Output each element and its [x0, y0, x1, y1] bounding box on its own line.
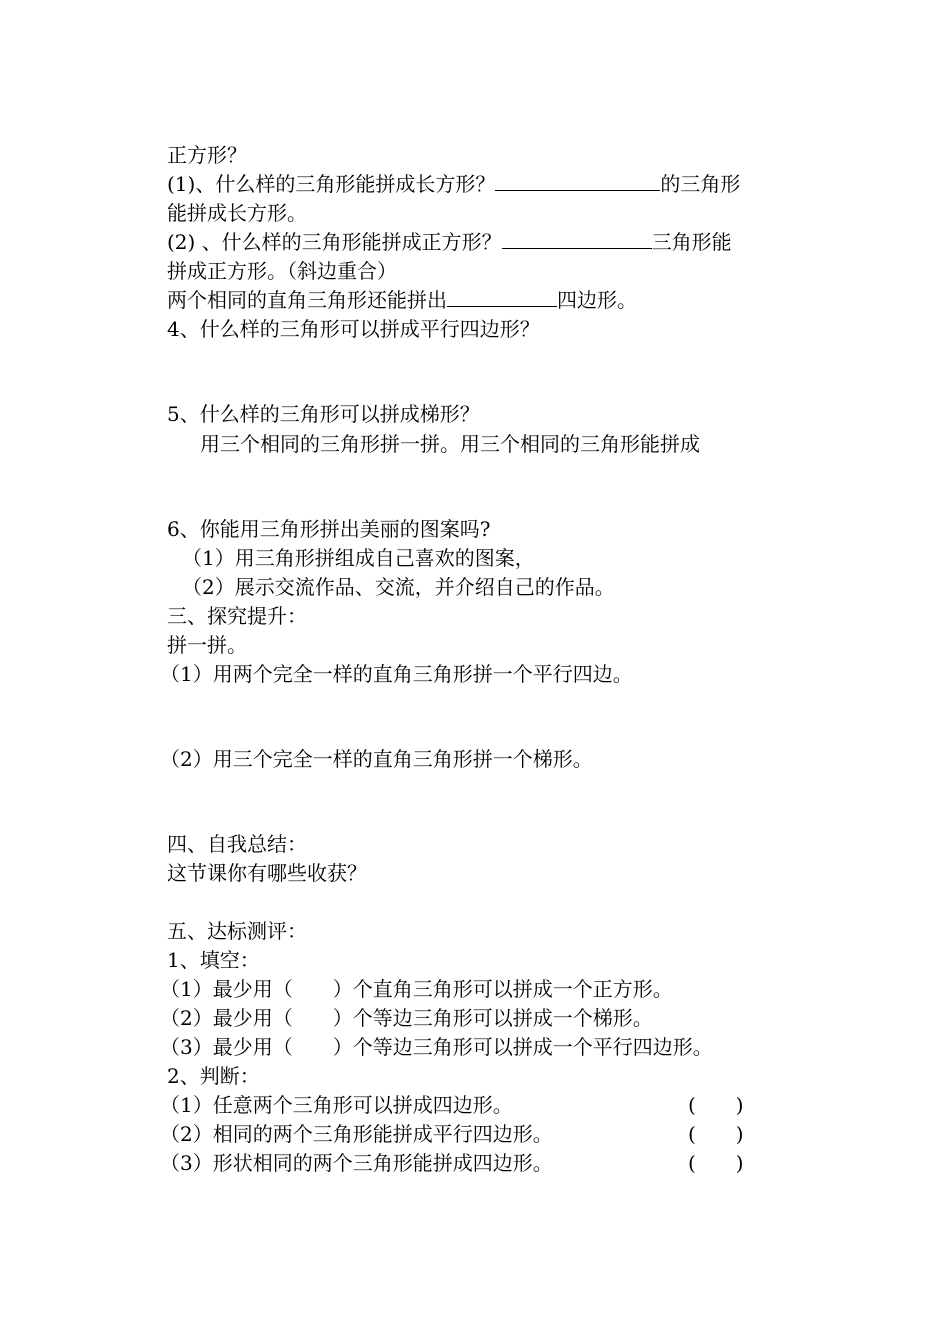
question-6-item-1: （1）用三角形拼组成自己喜欢的图案， [182, 546, 535, 570]
judge-3-answer[interactable]: ( ) [688, 1151, 744, 1175]
section-3-intro: 拼一拼。 [167, 633, 247, 657]
q3-2-prefix: (2) 、什么样的三角形能拼成正方形？ [167, 230, 502, 254]
section-4-heading: 四、自我总结： [167, 832, 307, 856]
question-5-sub: 用三个相同的三角形拼一拼。用三个相同的三角形能拼成 [200, 432, 700, 456]
q3-3-line [167, 286, 637, 314]
section-3-heading: 三、探究提升： [167, 604, 307, 628]
q3-1-answer-blank[interactable] [495, 170, 660, 191]
q3-1-prefix: (1)、什么样的三角形能拼成长方形？ [167, 172, 496, 196]
judge-item-2: （2）相同的两个三角形能拼成平行四边形。 [160, 1122, 553, 1146]
q3-2-suffix: 三角形能 [651, 230, 732, 254]
fill-title: 1、填空： [167, 948, 260, 972]
judge-2-answer[interactable]: ( ) [688, 1122, 744, 1146]
fill-item-2: （2）最少用（ ）个等边三角形可以拼成一个梯形。 [160, 1006, 653, 1030]
section-4-question: 这节课你有哪些收获？ [167, 861, 367, 885]
question-5: 5、什么样的三角形可以拼成梯形？ [167, 402, 480, 426]
q3-3-answer-blank[interactable] [447, 286, 557, 307]
q3-1-cont: 能拼成长方形。 [167, 201, 307, 225]
judge-item-1: （1）任意两个三角形可以拼成四边形。 [160, 1093, 513, 1117]
q3-1-suffix: 的三角形 [660, 172, 741, 196]
q3-2-line [167, 228, 732, 256]
judge-1-answer[interactable]: ( ) [688, 1093, 744, 1117]
question-6: 6、你能用三角形拼出美丽的图案吗? [167, 517, 491, 541]
q3-2-answer-blank[interactable] [502, 228, 652, 249]
q3-3-prefix: 两个相同的直角三角形还能拼出 [167, 288, 447, 312]
judge-title: 2、判断： [167, 1064, 260, 1088]
q3-2-cont: 拼成正方形。（斜边重合） [167, 259, 397, 283]
q3-header-tail: 正方形？ [167, 143, 247, 167]
judge-item-3: （3）形状相同的两个三角形能拼成四边形。 [160, 1151, 553, 1175]
section-5-heading: 五、达标测评： [167, 919, 307, 943]
fill-item-1: （1）最少用（ ）个直角三角形可以拼成一个正方形。 [160, 977, 673, 1001]
question-6-item-2: （2）展示交流作品、交流，并介绍自己的作品。 [182, 575, 615, 599]
question-4: 4、什么样的三角形可以拼成平行四边形？ [167, 317, 540, 341]
q3-1-line [167, 170, 740, 198]
fill-item-3: （3）最少用（ ）个等边三角形可以拼成一个平行四边形。 [160, 1035, 713, 1059]
q3-3-suffix: 四边形。 [557, 288, 637, 312]
section-3-item-2: （2）用三个完全一样的直角三角形拼一个梯形。 [160, 747, 593, 771]
section-3-item-1: （1）用两个完全一样的直角三角形拼一个平行四边。 [160, 662, 633, 686]
